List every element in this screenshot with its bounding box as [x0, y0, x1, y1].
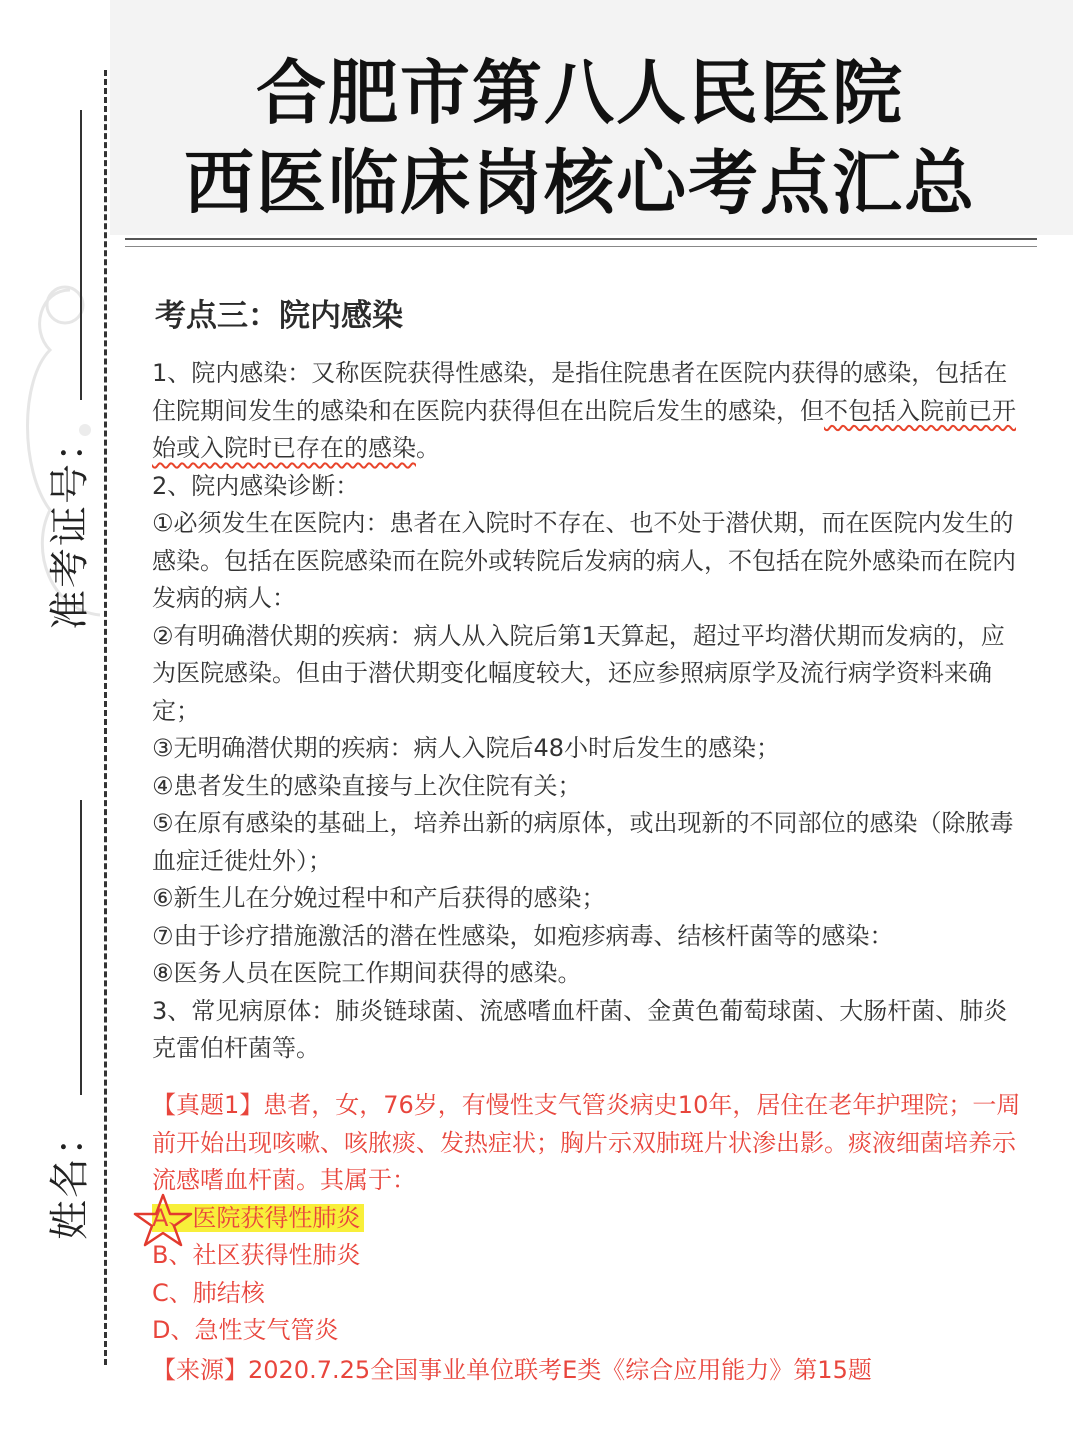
- definition-end: 。: [416, 434, 440, 462]
- section-content: [152, 355, 1022, 1068]
- section-title: 考点三：院内感染: [155, 298, 403, 334]
- exam-question: [152, 1087, 1022, 1350]
- diagnosis-item-6: ⑥新生儿在分娩过程中和产后获得的感染；: [152, 884, 606, 912]
- question-source: 【来源】2020.7.25全国事业单位联考E类《综合应用能力》第15题: [152, 1356, 872, 1384]
- paragraph-definition: [152, 355, 1022, 468]
- diagnosis-item-7: ⑦由于诊疗措施激活的潜在性感染，如疱疹病毒、结核杆菌等的感染：: [152, 921, 894, 950]
- paragraph-diagnosis-heading: 2、院内感染诊断：: [152, 471, 360, 500]
- diagnosis-item-3: ③无明确潜伏期的疾病：病人入院后48小时后发生的感染；: [152, 734, 781, 762]
- diagnosis-item-4: ④患者发生的感染直接与上次住院有关；: [152, 771, 582, 800]
- header-divider-thin: [125, 246, 1037, 247]
- option-b: B、社区获得性肺炎: [152, 1241, 361, 1269]
- paragraph-pathogens: 3、常见病原体：肺炎链球菌、流感嗜血杆菌、金黄色葡萄球菌、大肠杆菌、肺炎克雷伯杆菌等。: [152, 996, 1008, 1062]
- definition-text: 1、院内感染：又称医院获得性感染，是指住院患者在医院内获得的感染，包括在住院期间发生的感染和在医院内获得但在出院后发生的感染，但: [152, 359, 1008, 425]
- name-label: 姓名：: [47, 1114, 93, 1240]
- underlined-exclusion: 不包括入院前已开始或入院时已存在的感染: [152, 396, 1016, 462]
- cut-line: [104, 70, 107, 1365]
- header-divider: [125, 238, 1037, 240]
- diagnosis-item-2: ②有明确潜伏期的疾病：病人从入院后第1天算起，超过平均潜伏期而发病的，应为医院感染。但由于潜伏期变化幅度较大，还应参照病原学及流行病学资料来确定；: [152, 621, 1005, 725]
- page-title-line1: 合肥市第八人民医院: [256, 52, 904, 134]
- option-a: [152, 1200, 1022, 1238]
- exam-id-blank: [80, 110, 82, 400]
- diagnosis-item-1: ①必须发生在医院内：患者在入院时不存在、也不处于潜伏期，而在医院内发生的感染。包括在医院感染而在院外或转院后发病的病人，不包括在院外感染而在院内发病的病人：: [152, 509, 1016, 612]
- page-title-line2: 西医临床岗核心考点汇总: [184, 142, 976, 224]
- option-a-text: A、医院获得性肺炎: [152, 1204, 364, 1232]
- question-stem: 【真题1】患者，女，76岁，有慢性支气管炎病史10年，居住在老年护理院；一周前开始出现咳嗽、咳脓痰、发热症状；胸片示双肺斑片状渗出影。痰液细菌培养示流感嗜血杆菌。其属于：: [152, 1091, 1021, 1194]
- exam-id-label: 准考证号：: [47, 420, 93, 630]
- star-mark-icon: [132, 1192, 194, 1248]
- option-d: D、急性支气管炎: [152, 1316, 339, 1344]
- diagnosis-item-8: ⑧医务人员在医院工作期间获得的感染。: [152, 959, 582, 987]
- name-blank: [80, 800, 82, 1095]
- diagnosis-item-5: ⑤在原有感染的基础上，培养出新的病原体，或出现新的不同部位的感染（除脓毒血症迁徙灶外）；: [152, 809, 1014, 875]
- option-c: C、肺结核: [152, 1278, 265, 1307]
